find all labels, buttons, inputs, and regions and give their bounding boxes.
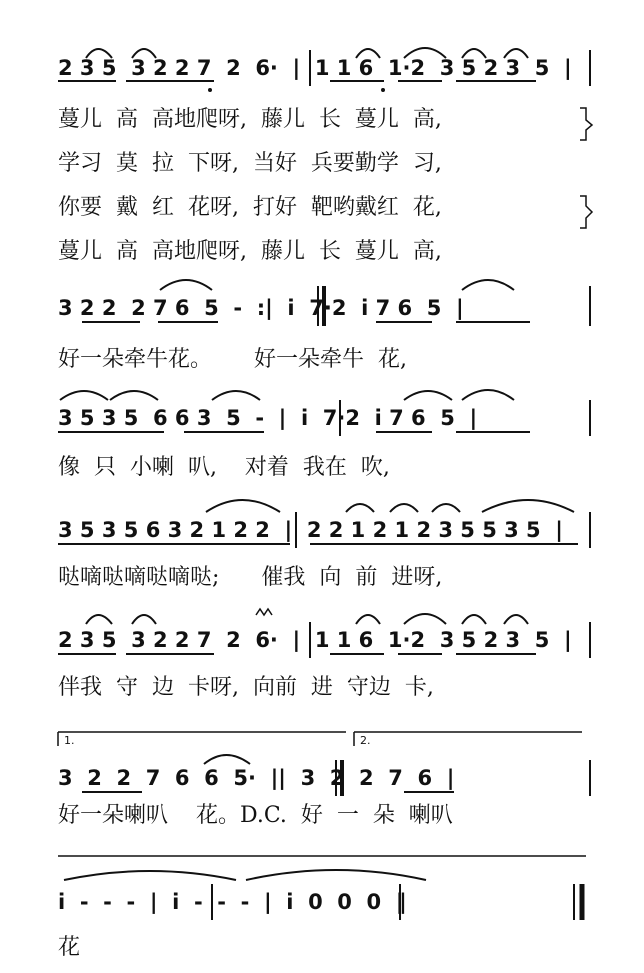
line-1-lyric-verse-2: 学习 莫 拉 下呀, 当好 兵要勤学 习,: [58, 151, 442, 176]
line-2-lyrics: 好一朵牵牛花。 好一朵牵牛 花,: [58, 347, 407, 372]
line-6-lyrics: 好一朵喇叭 花。D.C. 好 一 朵 喇叭: [58, 803, 453, 828]
volta-2-label: 2.: [360, 734, 371, 747]
line-1-lyric-verse-3: 你要 戴 红 花呀, 打好 靶哟戴红 花,: [58, 195, 442, 220]
line-5-lyrics: 伴我 守 边 卡呀, 向前 进 守边 卡,: [58, 675, 434, 700]
line-4-lyrics: 哒嘀哒嘀哒嘀哒; 催我 向 前 进呀,: [58, 565, 443, 590]
line-3-lyrics: 像 只 小喇 叭, 对着 我在 吹,: [58, 455, 390, 480]
line-2-notes: 3 2 2 2 7 6 5 - :| i 7·2 i 7 6 5 |: [58, 296, 464, 320]
volta-1-label: 1.: [64, 734, 75, 747]
line-1-lyric-verse-4: 蔓儿 高 高地爬呀, 藤儿 长 蔓儿 高,: [58, 239, 442, 264]
line-1-notes: 2 3 5 3 2 2 7 2 6· | 1 1 6 1·2 3 5 2 3 5 |: [58, 56, 572, 80]
line-3-notes: 3 5 3 5 6 6 3 5 - | i 7·2 i 7 6 5 |: [58, 406, 478, 430]
line-7-notes: i - - - | i - - - | i 0 0 0 ‖: [58, 890, 407, 914]
line-7-lyrics: 花: [58, 935, 81, 960]
line-5-notes: 2 3 5 3 2 2 7 2 6· | 1 1 6 1·2 3 5 2 3 5 |: [58, 628, 572, 652]
line-1-lyric-verse-1: 蔓儿 高 高地爬呀, 藤儿 长 蔓儿 高,: [58, 107, 442, 132]
line-4-notes: 3 5 3 5 6 3 2 1 2 2 | 2 2 1 2 1 2 3 5 5 3 5 |: [58, 518, 563, 542]
line-6-notes: 3 2 2 7 6 6 5· || 3 2 2 7 6 |: [58, 766, 455, 790]
